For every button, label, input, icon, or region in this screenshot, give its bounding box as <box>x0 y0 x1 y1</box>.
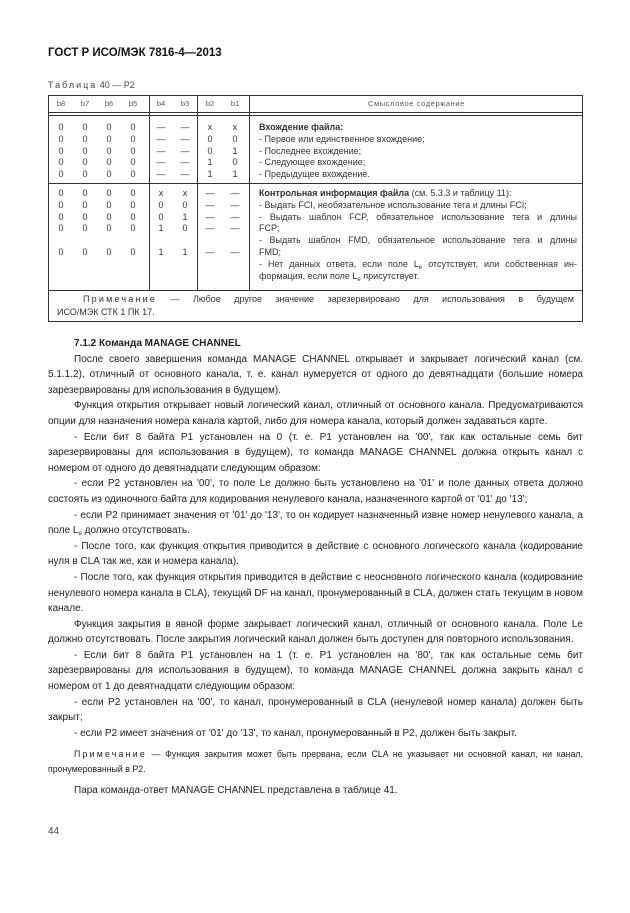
bit-cell: 0 <box>182 199 188 210</box>
bit-cell: 0 <box>130 169 136 180</box>
bit-cell: 0 <box>182 223 188 234</box>
bit-cell: — <box>180 145 190 156</box>
paragraph: Функция открытия открывает новый логический канал, отличный от основного канала. Предусматриваются опции для назначения номера канала картой, либо для номера канала, который должен задаваться карте. <box>48 400 583 427</box>
paragraph: - Если бит 8 байта P1 установлен на 1 (т. е. P1 установлен на '80', так как остальные семь бит зарезервированы для использования в будущем), то команда MANAGE CHANNEL должна закрыть канал с номером от 1 до девятнадцати следующим образом: <box>48 649 583 693</box>
col-header: b4 <box>156 99 166 108</box>
bit-cell: 0 <box>232 157 238 168</box>
file-occurrence-text <box>259 122 577 181</box>
bit-cell: 0 <box>82 145 88 156</box>
text-line: - Предыдущее вхождение. <box>259 169 370 180</box>
subscript: e <box>357 276 361 283</box>
bit-cell: 0 <box>82 188 88 198</box>
col-header: Смысловое содержание <box>368 99 465 108</box>
text: присутствует. <box>360 270 420 281</box>
bit-cell: 0 <box>82 246 88 257</box>
bit-cell: 0 <box>82 122 88 132</box>
bit-cell: 0 <box>58 157 64 168</box>
subscript: e <box>418 264 423 271</box>
note-label: Примечание <box>83 294 158 304</box>
bit-cell: 1 <box>207 157 213 168</box>
bit-cell: — <box>230 223 240 234</box>
bit-cell: — <box>180 122 190 132</box>
paragraph: Функция закрытия в явной форме закрывает логический канал, отличный от основного канала. Поле Le должно отсутствовать. После закрытия логический канал должен быть доступен для повторного использования. <box>48 618 583 646</box>
text-line: - Выдать шаблон FMD, обязательное использование тега и длины <box>259 235 577 246</box>
bit-cell: 0 <box>58 211 64 222</box>
bit-cell: 1 <box>182 246 188 257</box>
bit-cell: x <box>207 122 213 132</box>
group-title: Контрольная информация файла <box>259 188 410 198</box>
divider <box>197 96 198 291</box>
section-heading: 7.1.2 Команда MANAGE CHANNEL <box>74 338 241 349</box>
col-header: b6 <box>104 99 114 108</box>
col-header: b3 <box>180 99 190 108</box>
paragraph: - После того, как функция открытия приводится в действие с неосновного логического канала (кодирование ненулевого номера канала в CLA), текущий DF на канал, пронумерованный в CLA, должен стать текущим в новом канале. <box>48 571 583 615</box>
paragraph: - Если бит 8 байта P1 установлен на 0 (т. е. P1 установлен на '00', так как остальные семь бит зарезервированы для использования в будущем), то команда MANAGE CHANNEL должна открыть канал с номером от одного до девятнадцати следующим образом: <box>48 431 583 474</box>
text: (см. 5.3.3 и таблицу 11): <box>409 188 512 198</box>
bit-cell: — <box>156 133 166 144</box>
text-line: - Выдать шаблон FCP, обязательное использование тега и длины <box>259 211 577 222</box>
bit-cell: 0 <box>130 122 136 132</box>
bit-cell: — <box>230 188 240 198</box>
file-control-text <box>259 188 577 282</box>
paragraph <box>48 508 583 539</box>
text-line <box>259 259 577 271</box>
caption-rest: 40 — P2 <box>97 80 135 90</box>
bit-cell: 0 <box>106 223 112 234</box>
bit-cell: 0 <box>106 246 112 257</box>
text: формация, если поле L <box>259 270 358 281</box>
bit-cell: 0 <box>82 199 88 210</box>
table-note <box>57 293 574 319</box>
bit-cell: — <box>156 169 166 180</box>
bit-cell: 0 <box>130 246 136 257</box>
divider <box>49 112 582 113</box>
bit-cell: 0 <box>82 169 88 180</box>
paragraph: - После того, как функция открытия приводится в действие с основного логического канала (кодирование нуля в CLA так же, как и номера канала). <box>48 540 583 568</box>
note-text: — Любое другое значение зарезервировано для использования в будущем <box>157 294 574 304</box>
text-line: - Последнее вхождение; <box>259 145 362 156</box>
divider <box>49 115 582 116</box>
bit-cell: — <box>205 188 215 198</box>
note-text: — Функция закрытия может быть прервана, если CLA не указывает ни основной канал, ни канал, пронумерованный в P2. <box>48 749 583 775</box>
bit-cell: — <box>205 211 215 222</box>
bit-cell: 0 <box>106 133 112 144</box>
bit-cell: 0 <box>106 157 112 168</box>
col-header: b5 <box>128 99 138 108</box>
bit-cell: — <box>156 122 166 132</box>
bit-cell: 0 <box>58 199 64 210</box>
bit-cell: 0 <box>130 133 136 144</box>
bit-cell: 0 <box>207 145 213 156</box>
divider <box>49 290 582 291</box>
bit-cell: — <box>180 157 190 168</box>
bit-cell: — <box>205 223 215 234</box>
text-line: FMD; <box>259 246 281 257</box>
group-title: Вхождение файла: <box>259 122 344 132</box>
col-header: b7 <box>80 99 90 108</box>
note-label: Примечание <box>74 749 147 760</box>
bit-cell: — <box>180 133 190 144</box>
divider <box>249 96 250 291</box>
col-header: b1 <box>230 99 240 108</box>
bit-cell: 1 <box>158 223 164 234</box>
bit-cell: — <box>205 246 215 257</box>
paragraph: - если P2 установлен на '00', то канал, пронумерованный в CLA (ненулевой номер канала) должен быть закрыт; <box>48 696 583 724</box>
bit-cell: — <box>230 246 240 257</box>
bit-cell: 1 <box>182 211 188 222</box>
bit-cell: 0 <box>130 145 136 156</box>
document-header: ГОСТ Р ИСО/МЭК 7816-4—2013 <box>48 47 222 59</box>
bit-cell: 1 <box>158 246 164 257</box>
subscript: e <box>78 531 82 538</box>
bit-cell: 1 <box>207 169 213 180</box>
bit-cell: 0 <box>130 157 136 168</box>
section-note <box>48 747 583 777</box>
bit-cell: 0 <box>130 188 136 198</box>
bit-cell: 0 <box>130 199 136 210</box>
bit-cell: 0 <box>106 122 112 132</box>
col-header: b2 <box>205 99 215 108</box>
text: отсутствует, или собственная ин- <box>422 258 577 269</box>
bit-cell: x <box>158 188 164 198</box>
divider <box>149 96 150 291</box>
bit-cell: 0 <box>130 211 136 222</box>
paragraph: После своего завершения команда MANAGE CHANNEL открывает и закрывает логический канал (см. 5.1.1.2), отличный от основного канала, т. е. канал нумеруется от одного до девятнадцати (большие номера зарезервированы для использования в будущем). <box>48 353 583 396</box>
bit-cell: — <box>156 145 166 156</box>
bit-cell: 0 <box>58 188 64 198</box>
bit-cell: 0 <box>106 211 112 222</box>
bit-cell: — <box>180 169 190 180</box>
divider <box>49 183 582 184</box>
text: - Нет данных ответа, если поле L <box>259 258 419 269</box>
text: должно отсутствовать. <box>81 525 190 537</box>
text-line: - Выдать FCI, необязательное использование тега и длины FCI; <box>259 199 527 210</box>
table-caption <box>48 80 135 90</box>
bit-cell: 0 <box>106 169 112 180</box>
section-7-1-2 <box>48 336 583 799</box>
bit-cell: — <box>230 199 240 210</box>
bit-cell: 0 <box>158 211 164 222</box>
bit-cell: 0 <box>130 223 136 234</box>
bit-cell: 0 <box>106 199 112 210</box>
paragraph: Пара команда-ответ MANAGE CHANNEL представлена в таблице 41. <box>74 785 398 797</box>
bit-cell: 0 <box>58 246 64 257</box>
text-line: - Первое или единственное вхождение; <box>259 133 425 144</box>
bit-cell: 0 <box>58 122 64 132</box>
bit-cell: 0 <box>58 223 64 234</box>
bit-cell: — <box>156 157 166 168</box>
text: - если P2 принимает значения от '01' до '13', то он кодирует назначенный извне номер ненулевого канала, а поле L <box>48 509 583 537</box>
bit-cell: x <box>182 188 188 198</box>
col-header: b8 <box>56 99 66 108</box>
bit-cell: 0 <box>82 211 88 222</box>
text-line: - Следующее вхождение; <box>259 157 366 168</box>
paragraph: - если P2 установлен на '00', то поле Le должно быть установлено на '01' и поле данных ответа должно состоять из одиночного байта для кодирования ненулевого канала, назначенного картой от '01' до '13'; <box>48 478 583 505</box>
bit-cell: — <box>205 199 215 210</box>
text-line <box>259 271 577 283</box>
bit-cell: 0 <box>58 133 64 144</box>
bit-cell: — <box>230 211 240 222</box>
bit-cell: 0 <box>58 145 64 156</box>
caption-prefix: Таблица <box>48 80 98 90</box>
bit-cell: 0 <box>232 133 238 144</box>
paragraph: - если P2 имеет значения от '01' до '13', то канал, пронумерованный в P2, должен быть закрыт. <box>74 727 517 739</box>
bit-cell: 0 <box>106 145 112 156</box>
bit-cell: 1 <box>232 169 238 180</box>
bit-cell: 0 <box>158 199 164 210</box>
table-40-p2 <box>48 95 583 322</box>
bit-cell: 1 <box>232 145 238 156</box>
page-number: 44 <box>48 826 60 837</box>
bit-cell: 0 <box>82 133 88 144</box>
bit-cell: 0 <box>82 223 88 234</box>
bit-cell: 0 <box>106 188 112 198</box>
bit-cell: 0 <box>82 157 88 168</box>
note-text: ИСО/МЭК СТК 1 ПК 17. <box>57 307 155 317</box>
bit-cell: 0 <box>58 169 64 180</box>
bit-cell: x <box>232 122 238 132</box>
text-line: FCP; <box>259 223 280 234</box>
bit-cell: 0 <box>207 133 213 144</box>
